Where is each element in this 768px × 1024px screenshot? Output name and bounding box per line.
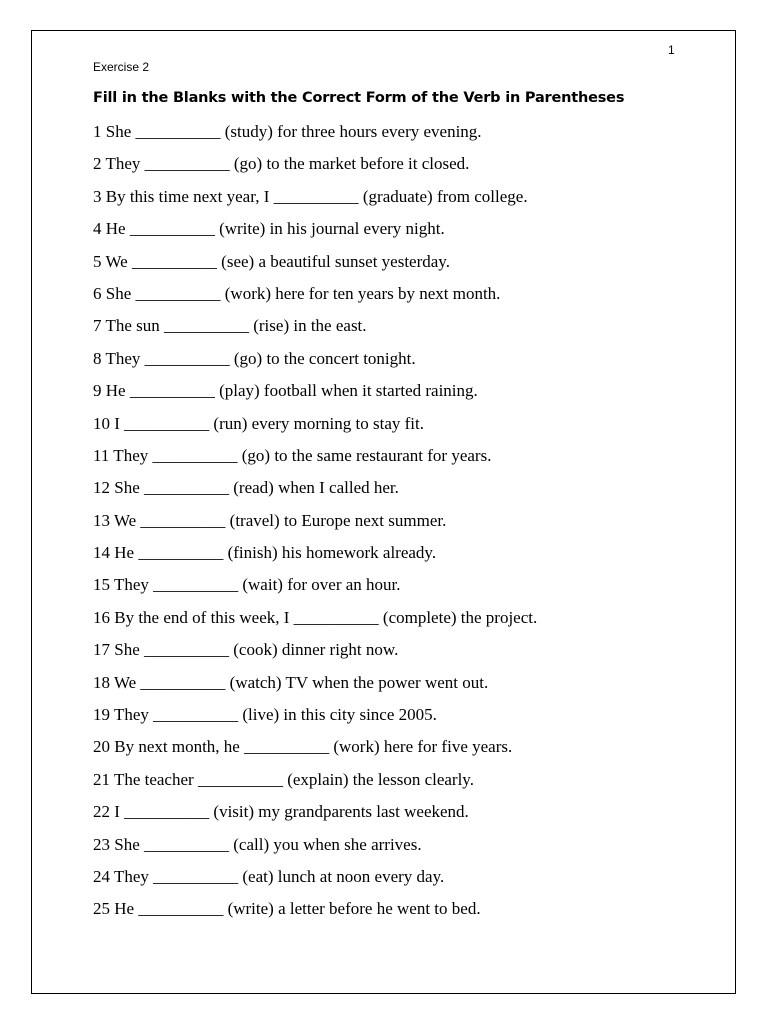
exercise-label: Exercise 2 [93, 60, 150, 74]
exercise-item-24: 24 They __________ (eat) lunch at noon every day. [93, 866, 445, 886]
exercise-item-21: 21 The teacher __________ (explain) the lesson clearly. [93, 769, 474, 789]
exercise-item-17: 17 She __________ (cook) dinner right now. [93, 640, 399, 660]
exercise-item-9: 9 He __________ (play) football when it started raining. [93, 381, 478, 401]
exercise-item-18: 18 We __________ (watch) TV when the power went out. [93, 672, 489, 692]
page-number: 1 [668, 43, 675, 57]
exercise-item-16: 16 By the end of this week, I __________ (complete) the project. [93, 607, 538, 627]
exercise-item-2: 2 They __________ (go) to the market before it closed. [93, 154, 470, 174]
page-title: Fill in the Blanks with the Correct Form of the Verb in Parentheses [93, 90, 625, 106]
exercise-item-5: 5 We __________ (see) a beautiful sunset yesterday. [93, 251, 450, 271]
exercise-item-23: 23 She __________ (call) you when she arrives. [93, 834, 422, 854]
exercise-item-12: 12 She __________ (read) when I called her. [93, 478, 399, 498]
exercise-item-14: 14 He __________ (finish) his homework already. [93, 543, 437, 563]
exercise-item-22: 22 I __________ (visit) my grandparents last weekend. [93, 802, 469, 822]
exercise-item-10: 10 I __________ (run) every morning to stay fit. [93, 413, 424, 433]
exercise-item-19: 19 They __________ (live) in this city since 2005. [93, 705, 437, 725]
exercise-list [93, 119, 537, 929]
exercise-item-20: 20 By next month, he __________ (work) here for five years. [93, 737, 513, 757]
exercise-item-13: 13 We __________ (travel) to Europe next summer. [93, 510, 447, 530]
exercise-item-3: 3 By this time next year, I __________ (graduate) from college. [93, 186, 528, 206]
exercise-item-6: 6 She __________ (work) here for ten years by next month. [93, 283, 501, 303]
exercise-item-7: 7 The sun __________ (rise) in the east. [93, 316, 367, 336]
exercise-item-11: 11 They __________ (go) to the same restaurant for years. [93, 445, 492, 465]
exercise-item-1: 1 She __________ (study) for three hours every evening. [93, 122, 482, 141]
exercise-item-15: 15 They __________ (wait) for over an hour. [93, 575, 401, 595]
exercise-item-25: 25 He __________ (write) a letter before he went to bed. [93, 899, 481, 919]
exercise-item-4: 4 He __________ (write) in his journal every night. [93, 219, 445, 239]
exercise-item-8: 8 They __________ (go) to the concert tonight. [93, 348, 416, 368]
